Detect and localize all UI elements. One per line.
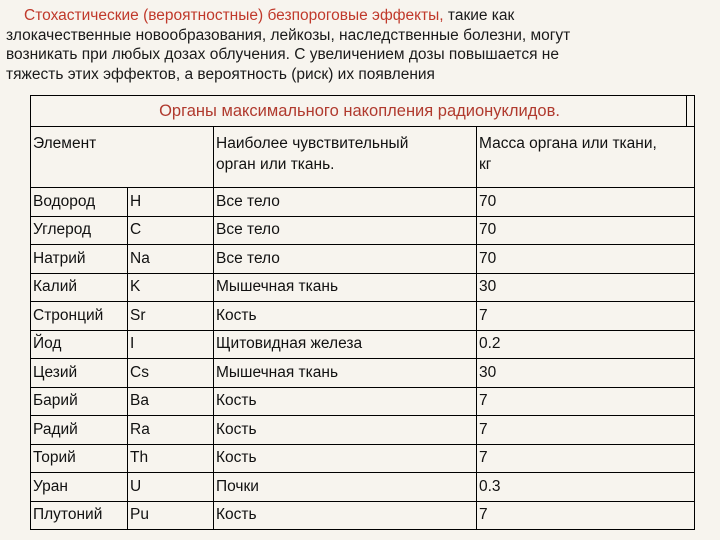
cell-element: Натрий: [31, 245, 128, 274]
table-body: [31, 188, 695, 530]
cell-organ: Мышечная ткань: [214, 359, 477, 388]
cell-mass: 0.3: [477, 473, 695, 502]
cell-symbol: Pu: [128, 501, 214, 530]
cell-mass: 7: [477, 387, 695, 416]
table-row: [31, 359, 695, 388]
cell-element: Калий: [31, 273, 128, 302]
cell-organ: Все тело: [214, 216, 477, 245]
cell-mass: 0.2: [477, 330, 695, 359]
header-mass: [477, 127, 695, 188]
cell-organ: Кость: [214, 501, 477, 530]
cell-element: Стронций: [31, 302, 128, 331]
cell-organ: Кость: [214, 387, 477, 416]
cell-symbol: U: [128, 473, 214, 502]
table-title: Органы максимального накопления радионуклидов.: [31, 96, 687, 127]
cell-element: Цезий: [31, 359, 128, 388]
cell-element: Водород: [31, 188, 128, 217]
intro-line-1: [6, 6, 712, 26]
table-row: [31, 416, 695, 445]
header-organ-line1: Наиболее чувствительный: [216, 135, 409, 152]
cell-symbol: I: [128, 330, 214, 359]
intro-highlight: Стохастические (вероятностные) безпороговые эффекты,: [24, 7, 444, 24]
table-row: [31, 216, 695, 245]
cell-organ: Все тело: [214, 245, 477, 274]
cell-symbol: C: [128, 216, 214, 245]
cell-organ: Все тело: [214, 188, 477, 217]
table-row: [31, 302, 695, 331]
table-row: [31, 245, 695, 274]
cell-element: Радий: [31, 416, 128, 445]
cell-mass: 30: [477, 359, 695, 388]
cell-organ: Щитовидная железа: [214, 330, 477, 359]
cell-element: Торий: [31, 444, 128, 473]
header-mass-line2: кг: [479, 156, 492, 173]
cell-element: Йод: [31, 330, 128, 359]
header-mass-line1: Масса органа или ткани,: [479, 135, 657, 152]
radionuclide-table: [30, 95, 695, 530]
intro-line-4: тяжесть этих эффектов, а вероятность (риск) их появления: [6, 65, 435, 83]
cell-mass: 70: [477, 245, 695, 274]
intro-line-2: злокачественные новообразования, лейкозы, наследственные болезни, могут: [6, 26, 571, 44]
cell-mass: 70: [477, 188, 695, 217]
cell-organ: Почки: [214, 473, 477, 502]
cell-symbol: H: [128, 188, 214, 217]
cell-symbol: Cs: [128, 359, 214, 388]
cell-mass: 70: [477, 216, 695, 245]
cell-organ: Кость: [214, 416, 477, 445]
cell-mass: 30: [477, 273, 695, 302]
cell-organ: Мышечная ткань: [214, 273, 477, 302]
table-row: [31, 330, 695, 359]
intro-line-3: возникать при любых дозах облучения. С увеличением дозы повышается не: [6, 46, 559, 63]
cell-mass: 7: [477, 444, 695, 473]
cell-symbol: K: [128, 273, 214, 302]
cell-symbol: Th: [128, 444, 214, 473]
table-row: [31, 473, 695, 502]
table-edge-cell: [687, 96, 695, 127]
header-organ: [214, 127, 477, 188]
header-organ-line2: орган или ткань.: [216, 156, 335, 173]
cell-symbol: Ba: [128, 387, 214, 416]
cell-element: Углерод: [31, 216, 128, 245]
table-row: [31, 444, 695, 473]
cell-element: Плутоний: [31, 501, 128, 530]
cell-mass: 7: [477, 501, 695, 530]
cell-symbol: Sr: [128, 302, 214, 331]
cell-element: Барий: [31, 387, 128, 416]
cell-symbol: Ra: [128, 416, 214, 445]
intro-paragraph: [6, 6, 712, 84]
cell-symbol: Na: [128, 245, 214, 274]
intro-line-1-tail: такие как: [443, 7, 515, 24]
cell-element: Уран: [31, 473, 128, 502]
cell-mass: 7: [477, 302, 695, 331]
header-element: Элемент: [31, 127, 214, 188]
table-row: [31, 273, 695, 302]
cell-organ: Кость: [214, 302, 477, 331]
cell-organ: Кость: [214, 444, 477, 473]
cell-mass: 7: [477, 416, 695, 445]
table-row: [31, 188, 695, 217]
table-row: [31, 501, 695, 530]
table-row: [31, 387, 695, 416]
table-header-row: [31, 127, 695, 188]
